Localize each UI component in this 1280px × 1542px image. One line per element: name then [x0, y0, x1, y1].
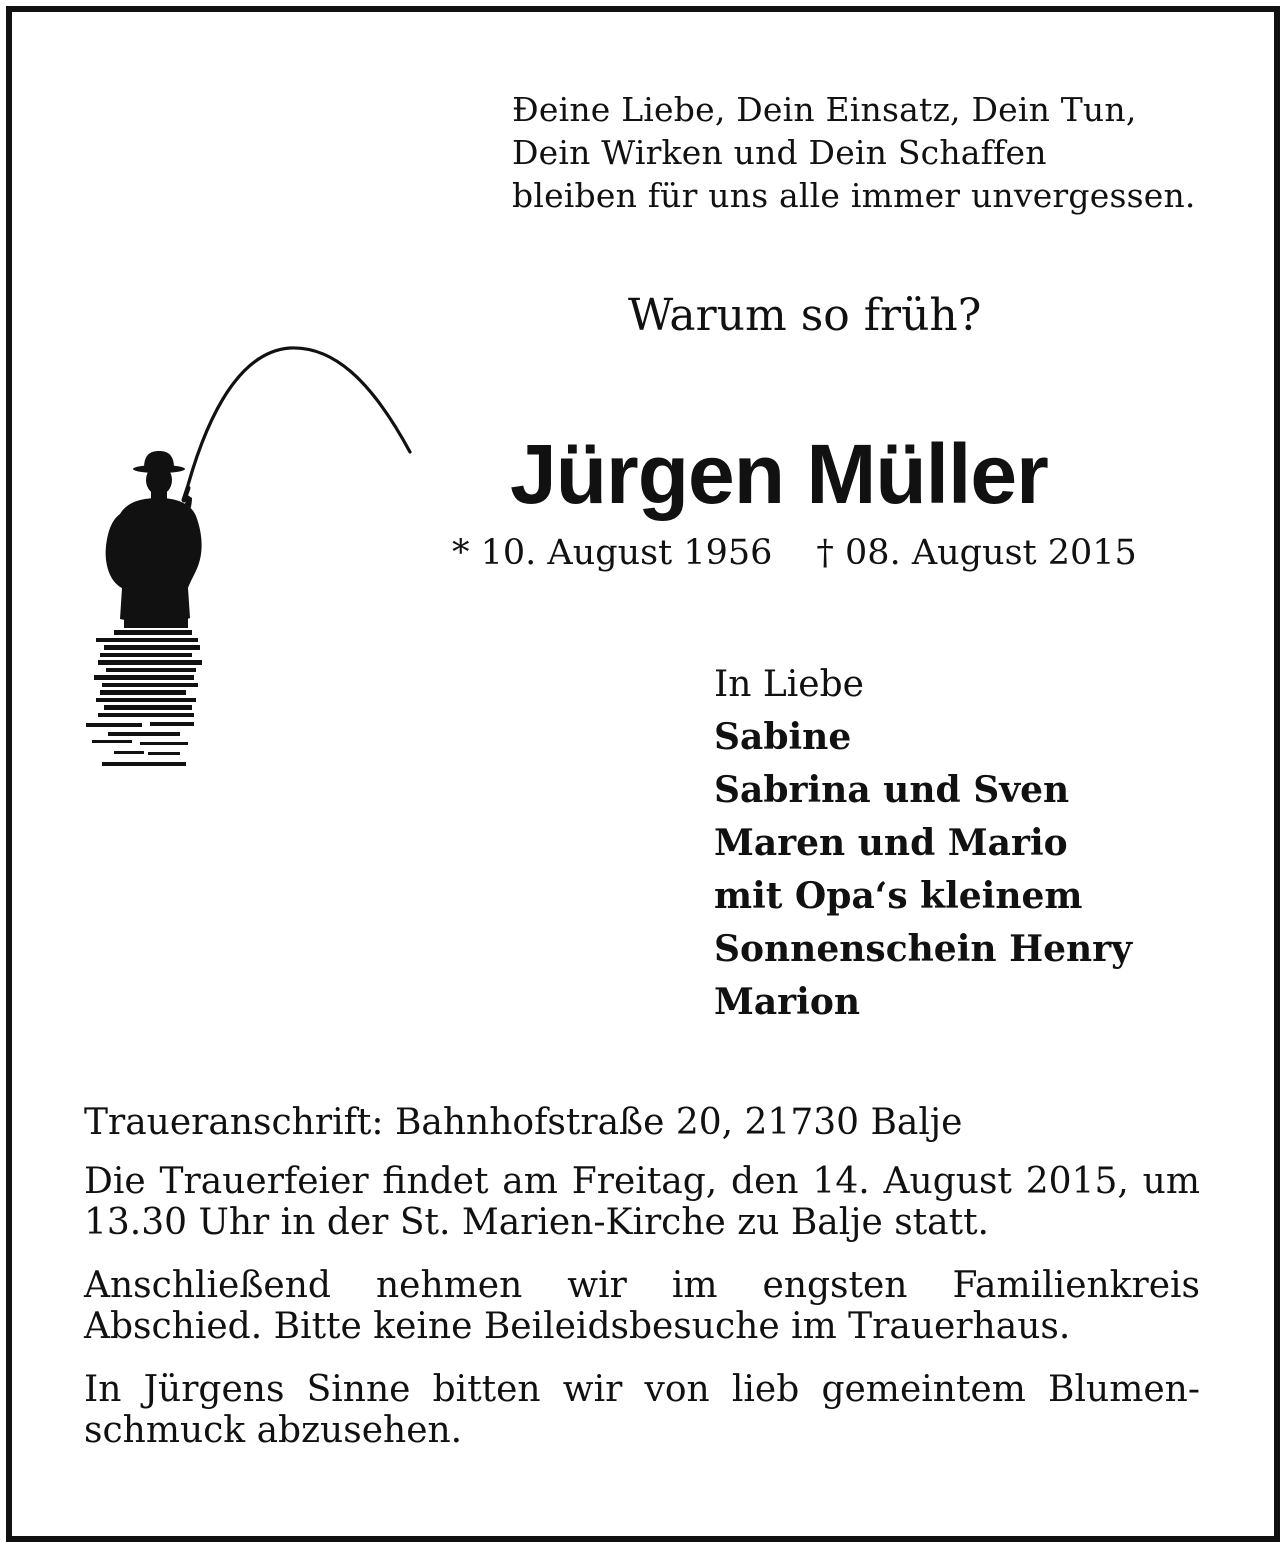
mourner-name: Sabine: [714, 716, 852, 758]
mourner-name: Maren und Mario: [714, 822, 1068, 864]
flowers-info: In Jürgens Sinne bitten wir von lieb gemeintem Blumenschmuck abzusehen.: [84, 1369, 1200, 1451]
funeral-notes: [84, 1102, 1200, 1473]
deceased-name: Jürgen Müller: [510, 427, 1048, 521]
death-date: † 08. August 2015: [816, 533, 1137, 573]
poem-line: bleiben für uns alle immer unvergessen.: [512, 176, 1196, 215]
mourners-list: [714, 658, 1132, 1029]
ceremony-info: Die Trauerfeier findet am Freitag, den 14. August 2015, um 13.30 Uhr in der St. Marien-Kirche zu Balje statt.: [84, 1161, 1200, 1243]
angler-silhouette-icon: [84, 338, 414, 778]
poem-line: Đeine Liebe, Dein Einsatz, Dein Tun,: [512, 90, 1137, 129]
farewell-info: Anschließend nehmen wir im engsten Familienkreis Abschied. Bitte keine Beileidsbesuche im Trauerhaus.: [84, 1265, 1200, 1347]
mourners-intro: In Liebe: [714, 664, 864, 705]
poem-line: Dein Wirken und Dein Schaffen: [512, 133, 1047, 172]
life-dates: [452, 530, 1137, 576]
question-heading: Warum so früh?: [628, 290, 982, 341]
birth-date: * 10. August 1956: [452, 533, 773, 573]
mourner-name: Sabrina und Sven: [714, 769, 1070, 811]
mourner-name: Sonnenschein Henry: [714, 928, 1133, 970]
poem: [512, 88, 1196, 217]
mourner-name: mit Opa‘s kleinem: [714, 875, 1083, 917]
mourner-name: Marion: [714, 981, 861, 1023]
mourning-address: Traueranschrift: Bahnhofstraße 20, 21730 Balje: [84, 1102, 963, 1143]
